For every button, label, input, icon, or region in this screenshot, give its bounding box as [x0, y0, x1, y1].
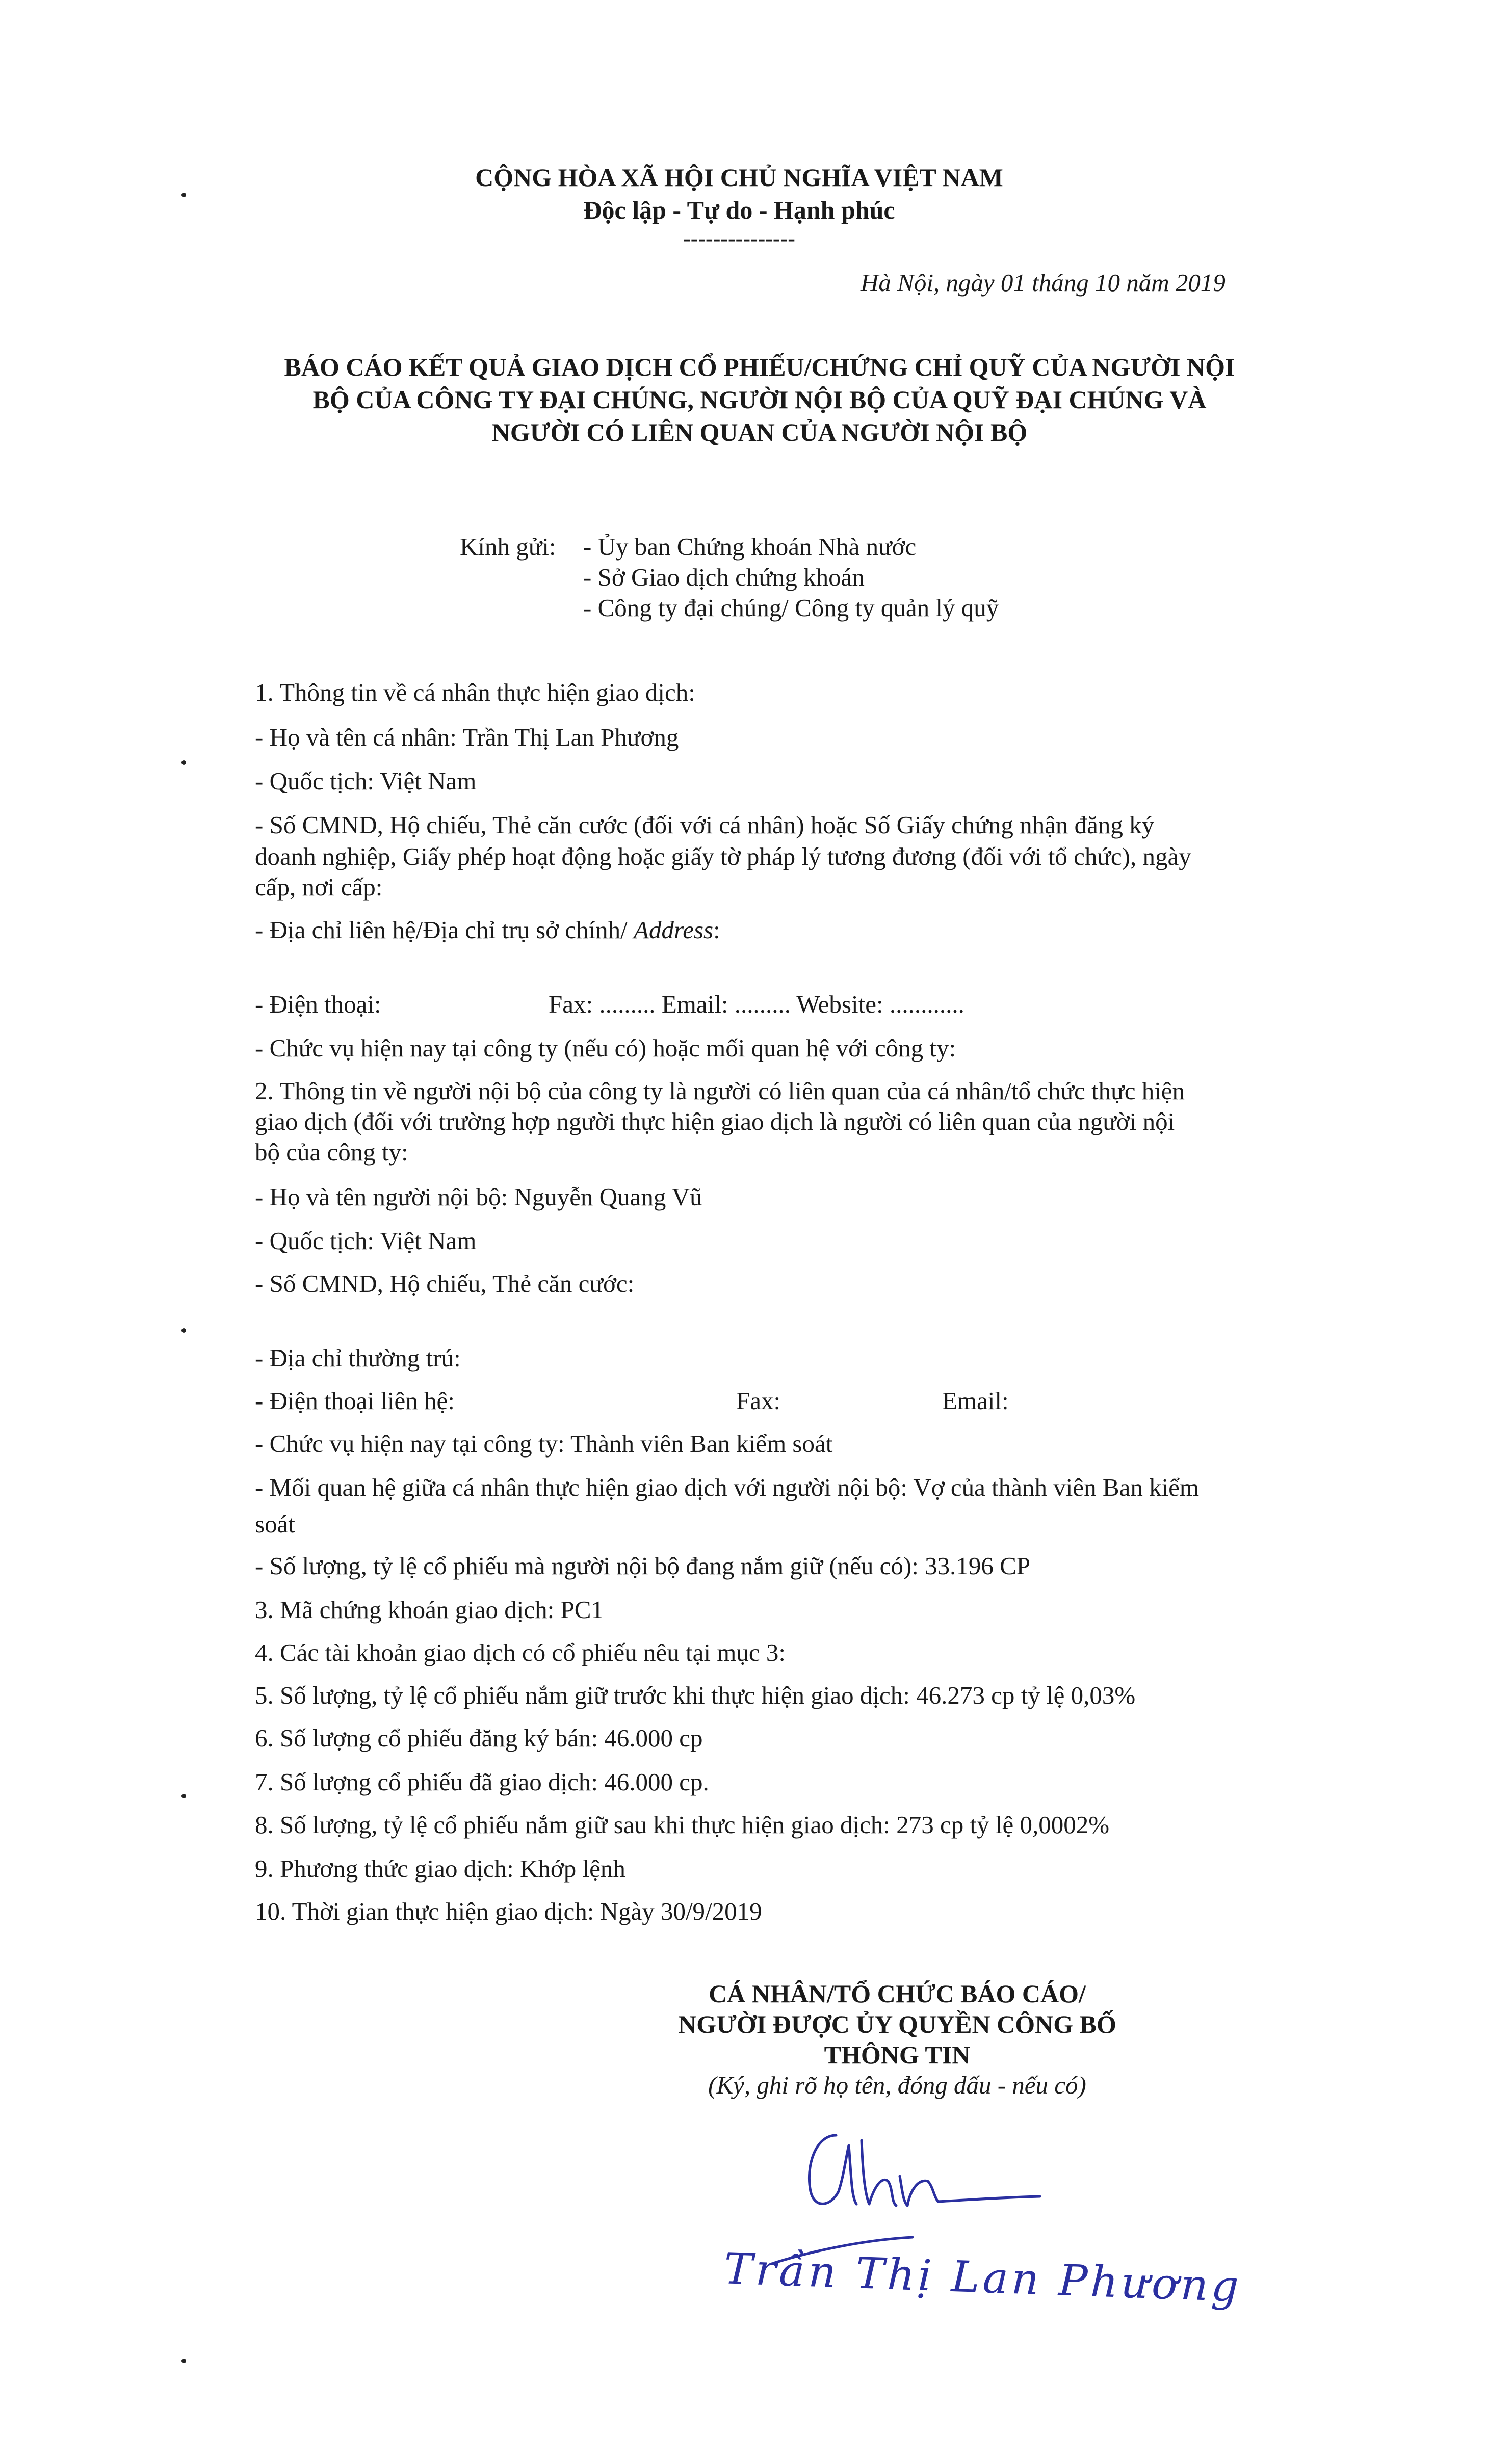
margin-dot	[181, 1794, 186, 1798]
country-name: CỘNG HÒA XÃ HỘI CHỦ NGHĨA VIỆT NAM	[475, 163, 1003, 192]
national-motto: Độc lập - Tự do - Hạnh phúc	[583, 196, 895, 224]
relationship-line-1: - Mối quan hệ giữa cá nhân thực hiện giao dịch với người nội bộ: Vợ của thành viên Ban kiểm	[255, 1473, 1200, 1501]
contact-address	[255, 915, 720, 945]
individual-name: - Họ và tên cá nhân: Trần Thị Lan Phương	[255, 723, 679, 751]
margin-dot	[181, 193, 186, 197]
recipient-item: - Ủy ban Chứng khoán Nhà nước	[583, 533, 917, 561]
item-trading-accounts: 4. Các tài khoản giao dịch có cổ phiếu nêu tại mục 3:	[255, 1638, 786, 1666]
relationship-line-2: soát	[255, 1510, 295, 1538]
id-info-line-2: doanh nghiệp, Giấy phép hoạt động hoặc giấy tờ pháp lý tương đương (đối với tổ chức), ngày	[255, 842, 1191, 870]
individual-position: - Chức vụ hiện nay tại công ty (nếu có) hoặc mối quan hệ với công ty:	[255, 1034, 956, 1062]
margin-dot	[181, 760, 186, 765]
item-holding-after: 8. Số lượng, tỷ lệ cổ phiếu nắm giữ sau khi thực hiện giao dịch: 273 cp tỷ lệ 0,0002%	[255, 1811, 1110, 1839]
item-registered-sell: 6. Số lượng cổ phiếu đăng ký bán: 46.000 cp	[255, 1724, 703, 1752]
signature-heading-line-3: THÔNG TIN	[824, 2041, 971, 2069]
margin-dot	[181, 1328, 186, 1333]
section2-heading-line-1: 2. Thông tin về người nội bộ của công ty là người có liên quan của cá nhân/tổ chức thực hiện	[255, 1077, 1185, 1105]
recipient-item: - Công ty đại chúng/ Công ty quản lý quỹ	[583, 594, 999, 622]
place-date: Hà Nội, ngày 01 tháng 10 năm 2019	[861, 269, 1226, 297]
item-traded-volume: 7. Số lượng cổ phiếu đã giao dịch: 46.000 cp.	[255, 1768, 709, 1796]
report-title-line-1: BÁO CÁO KẾT QUẢ GIAO DỊCH CỔ PHIẾU/CHỨNG CHỈ QUỸ CỦA NGƯỜI NỘI	[284, 353, 1235, 381]
insider-nationality: - Quốc tịch: Việt Nam	[255, 1227, 477, 1255]
recipients-label: Kính gửi:	[460, 533, 556, 561]
individual-phone: - Điện thoại:	[255, 990, 381, 1018]
address-colon: :	[713, 916, 720, 944]
fax-email-website: Fax: ......... Email: ......... Website: ............	[549, 990, 964, 1018]
id-info-line-1: - Số CMND, Hộ chiếu, Thẻ căn cước (đối với cá nhân) hoặc Số Giấy chứng nhận đăng ký	[255, 811, 1155, 839]
address-label: - Địa chỉ liên hệ/Địa chỉ trụ sở chính/	[255, 916, 634, 944]
insider-address: - Địa chỉ thường trú:	[255, 1344, 461, 1372]
section1-heading: 1. Thông tin về cá nhân thực hiện giao dịch:	[255, 678, 695, 706]
item-trading-method: 9. Phương thức giao dịch: Khớp lệnh	[255, 1854, 625, 1883]
individual-nationality: - Quốc tịch: Việt Nam	[255, 767, 477, 795]
header-separator: ---------------	[683, 226, 795, 251]
report-title-line-2: BỘ CỦA CÔNG TY ĐẠI CHÚNG, NGƯỜI NỘI BỘ CỦA QUỸ ĐẠI CHÚNG VÀ	[312, 385, 1207, 414]
address-label-english: Address	[634, 916, 714, 944]
item-securities-code: 3. Mã chứng khoán giao dịch: PC1	[255, 1596, 604, 1624]
section2-heading-line-3: bộ của công ty:	[255, 1138, 408, 1166]
item-trading-date: 10. Thời gian thực hiện giao dịch: Ngày 30/9/2019	[255, 1897, 762, 1925]
section2-heading-line-2: giao dịch (đối với trường hợp người thực hiện giao dịch là người có liên quan của người nội	[255, 1107, 1175, 1135]
insider-id: - Số CMND, Hộ chiếu, Thẻ căn cước:	[255, 1269, 635, 1297]
insider-email: Email:	[942, 1387, 1009, 1415]
insider-holding: - Số lượng, tỷ lệ cổ phiếu mà người nội bộ đang nắm giữ (nếu có): 33.196 CP	[255, 1552, 1031, 1580]
margin-dot	[181, 2359, 186, 2363]
signature-heading-line-1: CÁ NHÂN/TỔ CHỨC BÁO CÁO/	[709, 1979, 1086, 2008]
handwritten-name: Trần Thị Lan Phương	[723, 2243, 1243, 2312]
insider-name: - Họ và tên người nội bộ: Nguyễn Quang Vũ	[255, 1183, 702, 1211]
insider-position: - Chức vụ hiện nay tại công ty: Thành viên Ban kiểm soát	[255, 1429, 833, 1458]
signature-note: (Ký, ghi rõ họ tên, đóng dấu - nếu có)	[708, 2071, 1086, 2099]
report-title-line-3: NGƯỜI CÓ LIÊN QUAN CỦA NGƯỜI NỘI BỘ	[491, 418, 1028, 446]
recipient-item: - Sở Giao dịch chứng khoán	[583, 563, 865, 591]
signature-heading-line-2: NGƯỜI ĐƯỢC ỦY QUYỀN CÔNG BỐ	[678, 2010, 1116, 2038]
insider-fax: Fax:	[736, 1387, 781, 1415]
id-info-line-3: cấp, nơi cấp:	[255, 873, 383, 901]
item-holding-before: 5. Số lượng, tỷ lệ cổ phiếu nắm giữ trước khi thực hiện giao dịch: 46.273 cp tỷ lệ 0,03%	[255, 1681, 1136, 1709]
insider-phone: - Điện thoại liên hệ:	[255, 1387, 455, 1415]
